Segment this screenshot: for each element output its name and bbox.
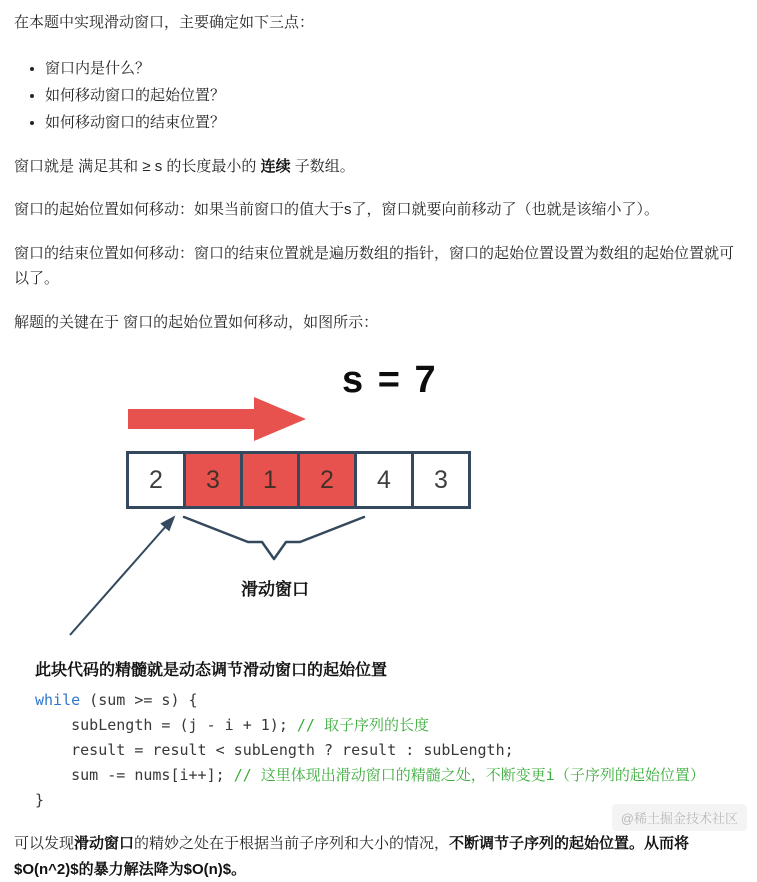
array-cell: 4	[354, 451, 414, 509]
text-segment: 连续	[260, 157, 291, 175]
text-segment: 窗口的结束位置如何移动：窗口的结束位置就是遍历数组的指针，窗口的起始位置设置为数组的起始位置就可以了。	[14, 244, 735, 287]
intro-paragraph: 在本题中实现滑动窗口，主要确定如下三点：	[14, 14, 315, 31]
text-segment: 窗口的起始位置如何移动：如果当前窗口的值大于s了，窗口就要向前移动了（也就是该缩小了）。	[14, 201, 660, 218]
list-item: • 窗口内是什么？	[45, 55, 743, 82]
pointer-arrow-icon	[60, 505, 195, 645]
code-token: // 取子序列的长度	[296, 716, 429, 734]
array-cell: 2	[126, 451, 186, 509]
code-token: }	[35, 791, 45, 809]
target-sum-label: s = 7	[342, 359, 438, 401]
array-cell: 1	[240, 451, 300, 509]
watermark-badge: @稀土掘金技术社区	[612, 804, 747, 831]
code-line	[35, 763, 743, 788]
code-line	[35, 713, 743, 738]
paragraph	[14, 154, 743, 180]
code-token: // 这里体现出滑动窗口的精髓之处，不断变更i（子序列的起始位置）	[233, 766, 705, 784]
code-token: subLength = (j - i + 1);	[35, 716, 297, 734]
code-token: sum -= nums[i++];	[35, 766, 234, 784]
code-caption: 此块代码的精髓就是动态调节滑动窗口的起始位置	[35, 662, 388, 679]
array-cell: 3	[411, 451, 471, 509]
text-segment: 滑动窗口	[74, 835, 135, 852]
key-points-list	[14, 55, 743, 136]
list-item: • 如何移动窗口的起始位置？	[45, 82, 743, 109]
text-segment: 解题的关键在于 窗口的起始位置如何移动，如图所示：	[14, 313, 379, 331]
code-token: while	[35, 691, 81, 709]
paragraph	[14, 310, 743, 336]
code-block	[35, 688, 743, 813]
closing-paragraph	[14, 831, 743, 882]
array-cells	[126, 451, 471, 509]
array-cell: 2	[297, 451, 357, 509]
text-segment: 子数组。	[290, 157, 355, 175]
body-paragraphs	[14, 154, 743, 336]
text-segment: 可以发现	[14, 835, 75, 852]
sliding-window-label: 滑动窗口	[241, 580, 309, 599]
red-arrow-icon	[128, 395, 308, 443]
paragraph	[14, 197, 743, 223]
code-token: result = result < subLength ? result : subLength;	[35, 741, 514, 759]
text-segment: 不断调节子序列的起始位置。从而将$O(n^2)$的暴力解法降为$O(n)$。	[14, 835, 690, 878]
list-item: • 如何移动窗口的结束位置？	[45, 109, 743, 136]
array-cell: 3	[183, 451, 243, 509]
sliding-window-diagram	[14, 359, 743, 653]
code-line	[35, 688, 743, 713]
paragraph	[14, 241, 743, 292]
brace-icon	[182, 515, 366, 563]
text-segment: 的精妙之处在于根据当前子序列和大小的情况，	[134, 835, 450, 852]
code-line	[35, 738, 743, 763]
code-token: (sum >= s) {	[80, 691, 198, 709]
text-segment: 窗口就是 满足其和 ≥ s 的长度最小的	[14, 157, 261, 175]
